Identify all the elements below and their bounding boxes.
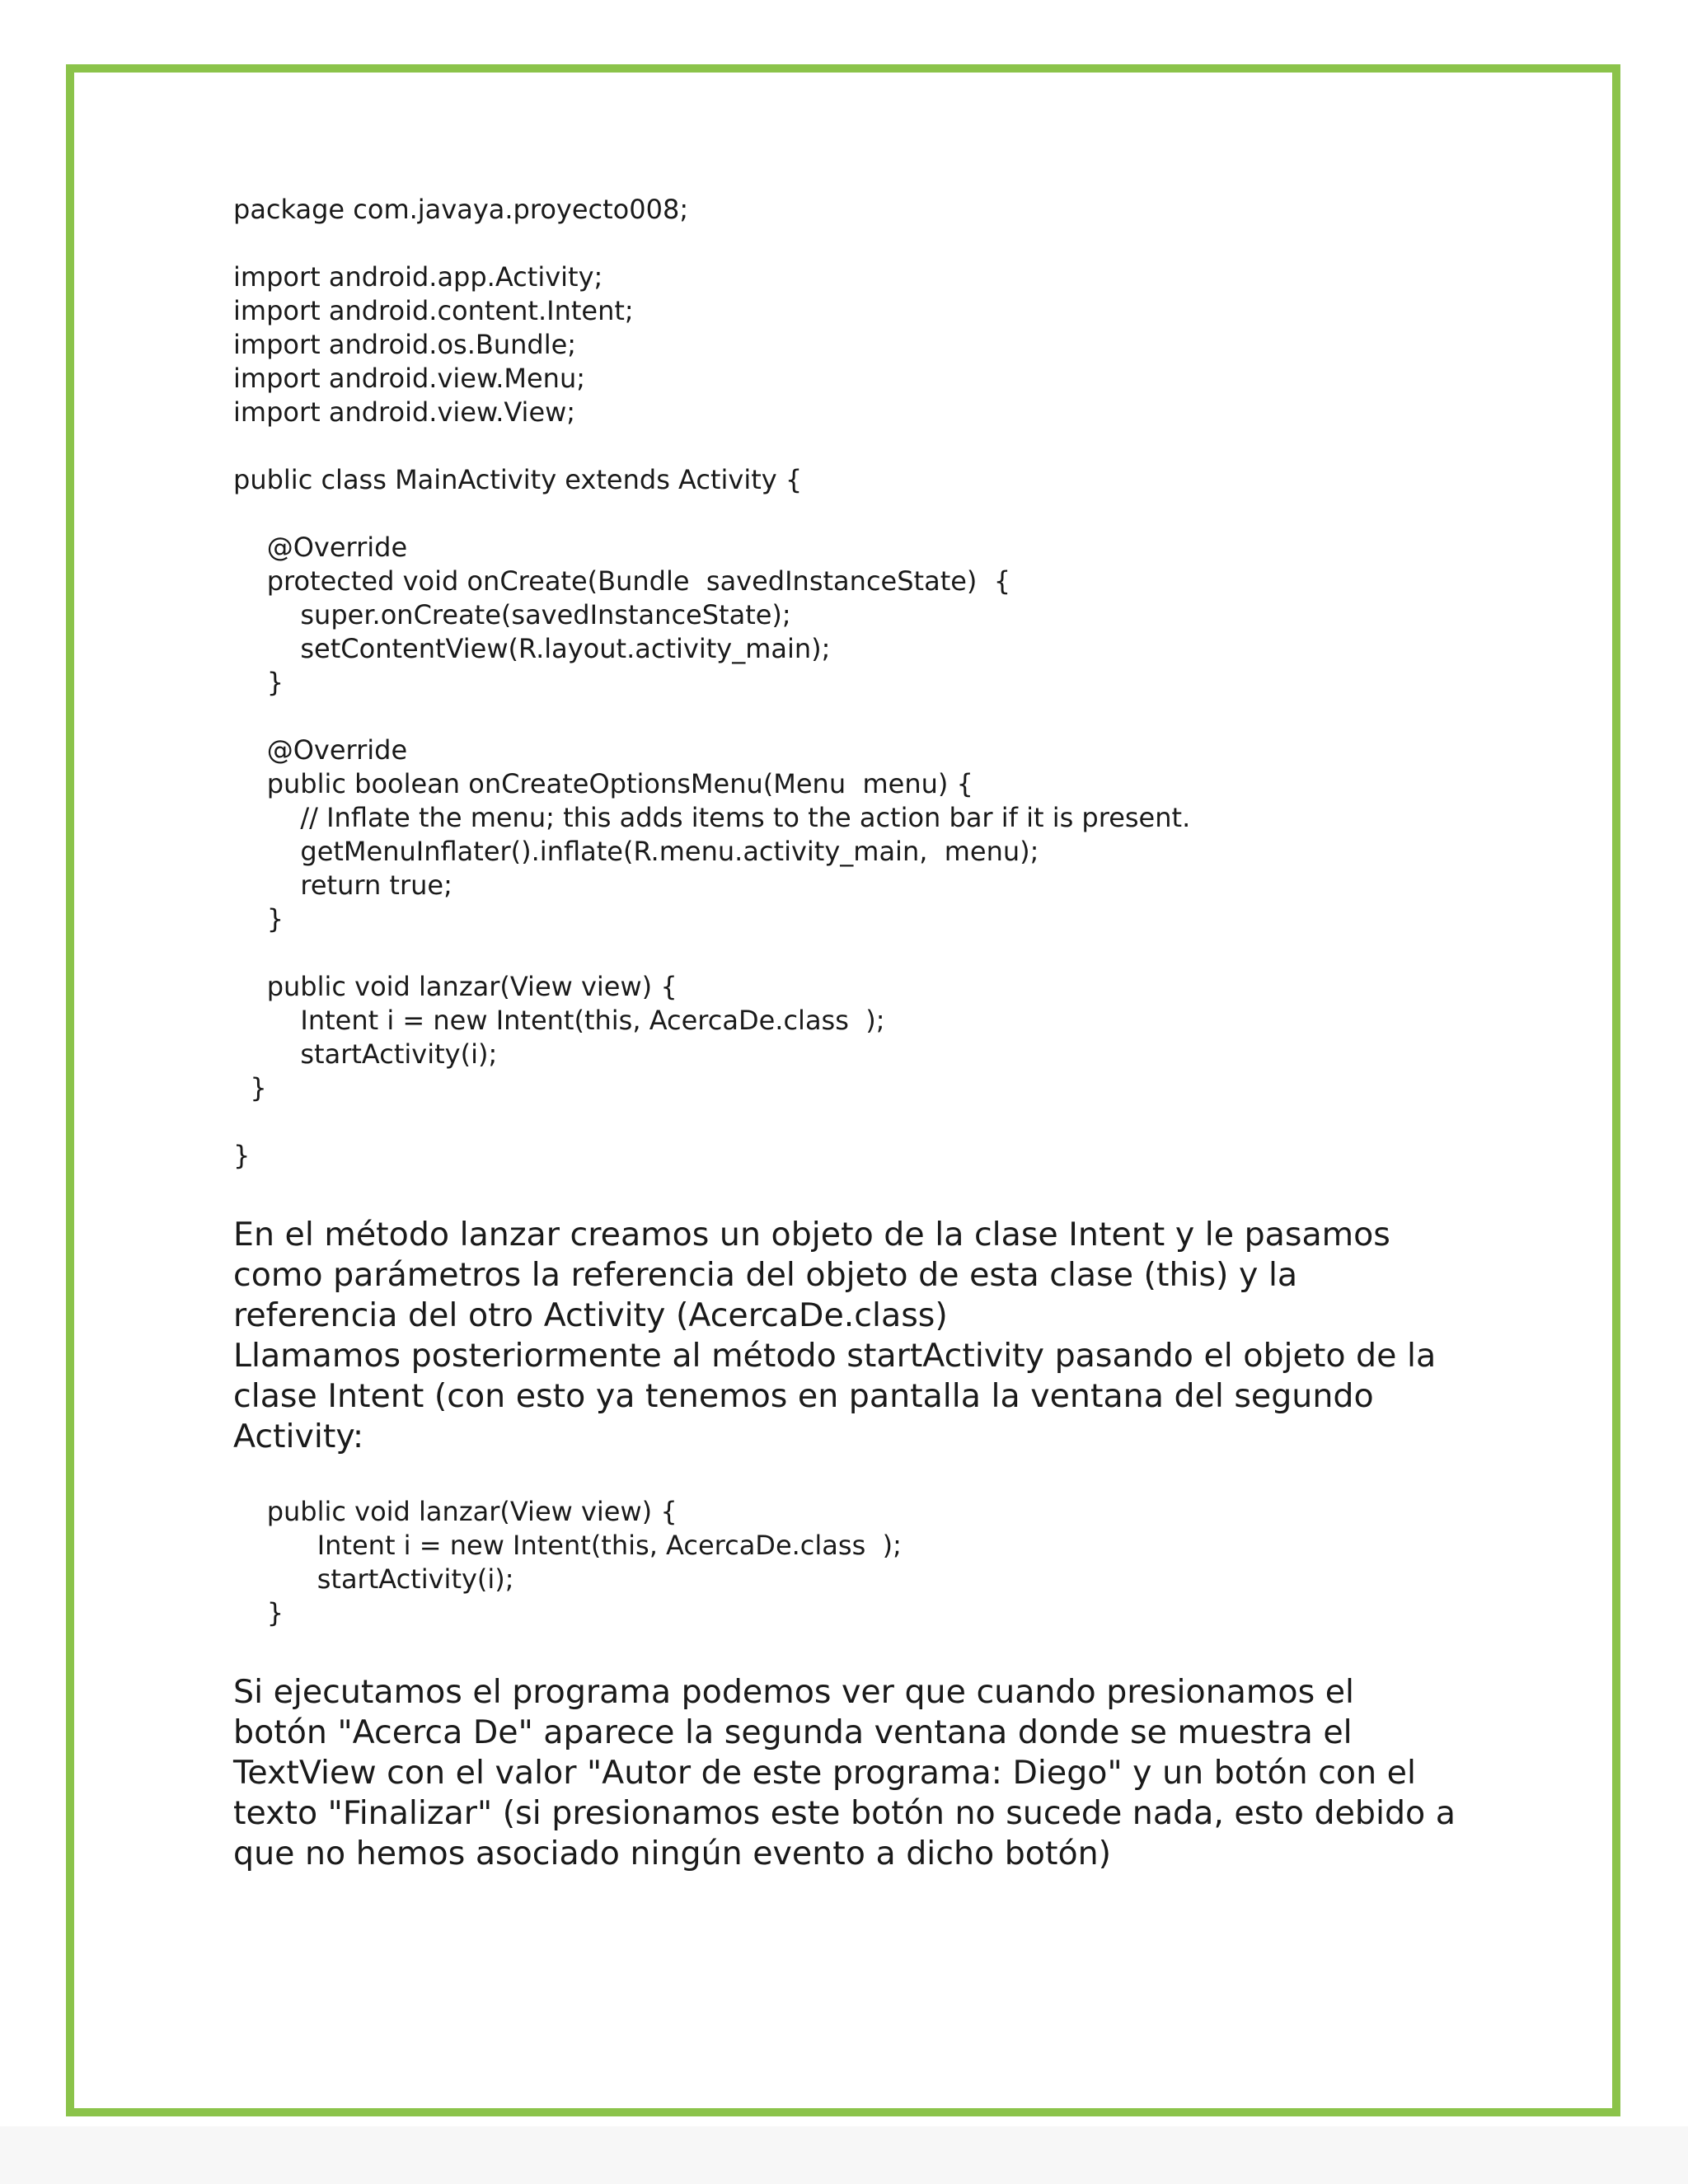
code-blank-line — [233, 497, 1190, 531]
paragraph-line: Activity: — [233, 1418, 364, 1455]
paragraph-line: como parámetros la referencia del objeto de esta clase (this) y la — [233, 1256, 1298, 1294]
code-line: } — [233, 1597, 284, 1629]
paragraph-line: que no hemos asociado ningún evento a dicho botón) — [233, 1835, 1112, 1872]
explanation-paragraph — [233, 1215, 1437, 1457]
code-line: import android.view.Menu; — [233, 363, 585, 394]
paragraph-line: Llamamos posteriormente al método startActivity pasando el objeto de la — [233, 1337, 1437, 1375]
code-line: @Override — [233, 734, 408, 766]
code-blank-line — [233, 227, 1190, 260]
paragraph-line: TextView con el valor "Autor de este programa: Diego" y un botón con el — [233, 1754, 1416, 1792]
code-line: } — [233, 1072, 267, 1104]
result-description-paragraph — [233, 1672, 1456, 1874]
paragraph-line: referencia del otro Activity (AcercaDe.class) — [233, 1296, 948, 1334]
code-line: return true; — [233, 869, 452, 901]
code-line: Intent i = new Intent(this, AcercaDe.class ); — [233, 1005, 885, 1036]
code-line: } — [233, 903, 284, 935]
code-line: // Inflate the menu; this adds items to the action bar if it is present. — [233, 802, 1191, 833]
code-line: import android.content.Intent; — [233, 295, 634, 326]
paragraph-line: botón "Acerca De" aparece la segunda ventana donde se muestra el — [233, 1713, 1353, 1751]
page-bottom-background — [0, 2126, 1688, 2184]
code-line: public boolean onCreateOptionsMenu(Menu menu) { — [233, 768, 973, 799]
code-blank-line — [233, 700, 1190, 733]
code-line: super.onCreate(savedInstanceState); — [233, 599, 791, 630]
code-line: } — [233, 667, 284, 698]
code-blank-line — [233, 936, 1190, 970]
code-line: } — [233, 1140, 251, 1171]
paragraph-line: clase Intent (con esto ya tenemos en pantalla la ventana del segundo — [233, 1377, 1374, 1415]
code-line: getMenuInflater().inflate(R.menu.activity_main, menu); — [233, 836, 1039, 867]
code-line: startActivity(i); — [233, 1563, 514, 1595]
code-line: Intent i = new Intent(this, AcercaDe.class ); — [233, 1530, 902, 1561]
code-line: package com.javaya.proyecto008; — [233, 194, 689, 225]
code-blank-line — [233, 1105, 1190, 1139]
code-line: public void lanzar(View view) { — [233, 971, 678, 1002]
code-line: startActivity(i); — [233, 1038, 498, 1070]
code-line: public void lanzar(View view) { — [233, 1496, 678, 1527]
paragraph-line: En el método lanzar creamos un objeto de la clase Intent y le pasamos — [233, 1216, 1390, 1254]
code-blank-line — [233, 429, 1190, 463]
code-line: public class MainActivity extends Activity { — [233, 464, 803, 495]
paragraph-line: Si ejecutamos el programa podemos ver que cuando presionamos el — [233, 1673, 1354, 1711]
code-line: import android.app.Activity; — [233, 261, 603, 293]
code-line: setContentView(R.layout.activity_main); — [233, 633, 831, 664]
code-line: import android.os.Bundle; — [233, 329, 577, 360]
main-activity-code-listing — [233, 193, 1190, 1173]
code-line: import android.view.View; — [233, 396, 576, 428]
paragraph-line: texto "Finalizar" (si presionamos este botón no sucede nada, esto debido a — [233, 1794, 1456, 1832]
lanzar-method-code-snippet — [233, 1495, 902, 1630]
code-line: protected void onCreate(Bundle savedInstanceState) { — [233, 565, 1011, 597]
code-line: @Override — [233, 532, 408, 563]
